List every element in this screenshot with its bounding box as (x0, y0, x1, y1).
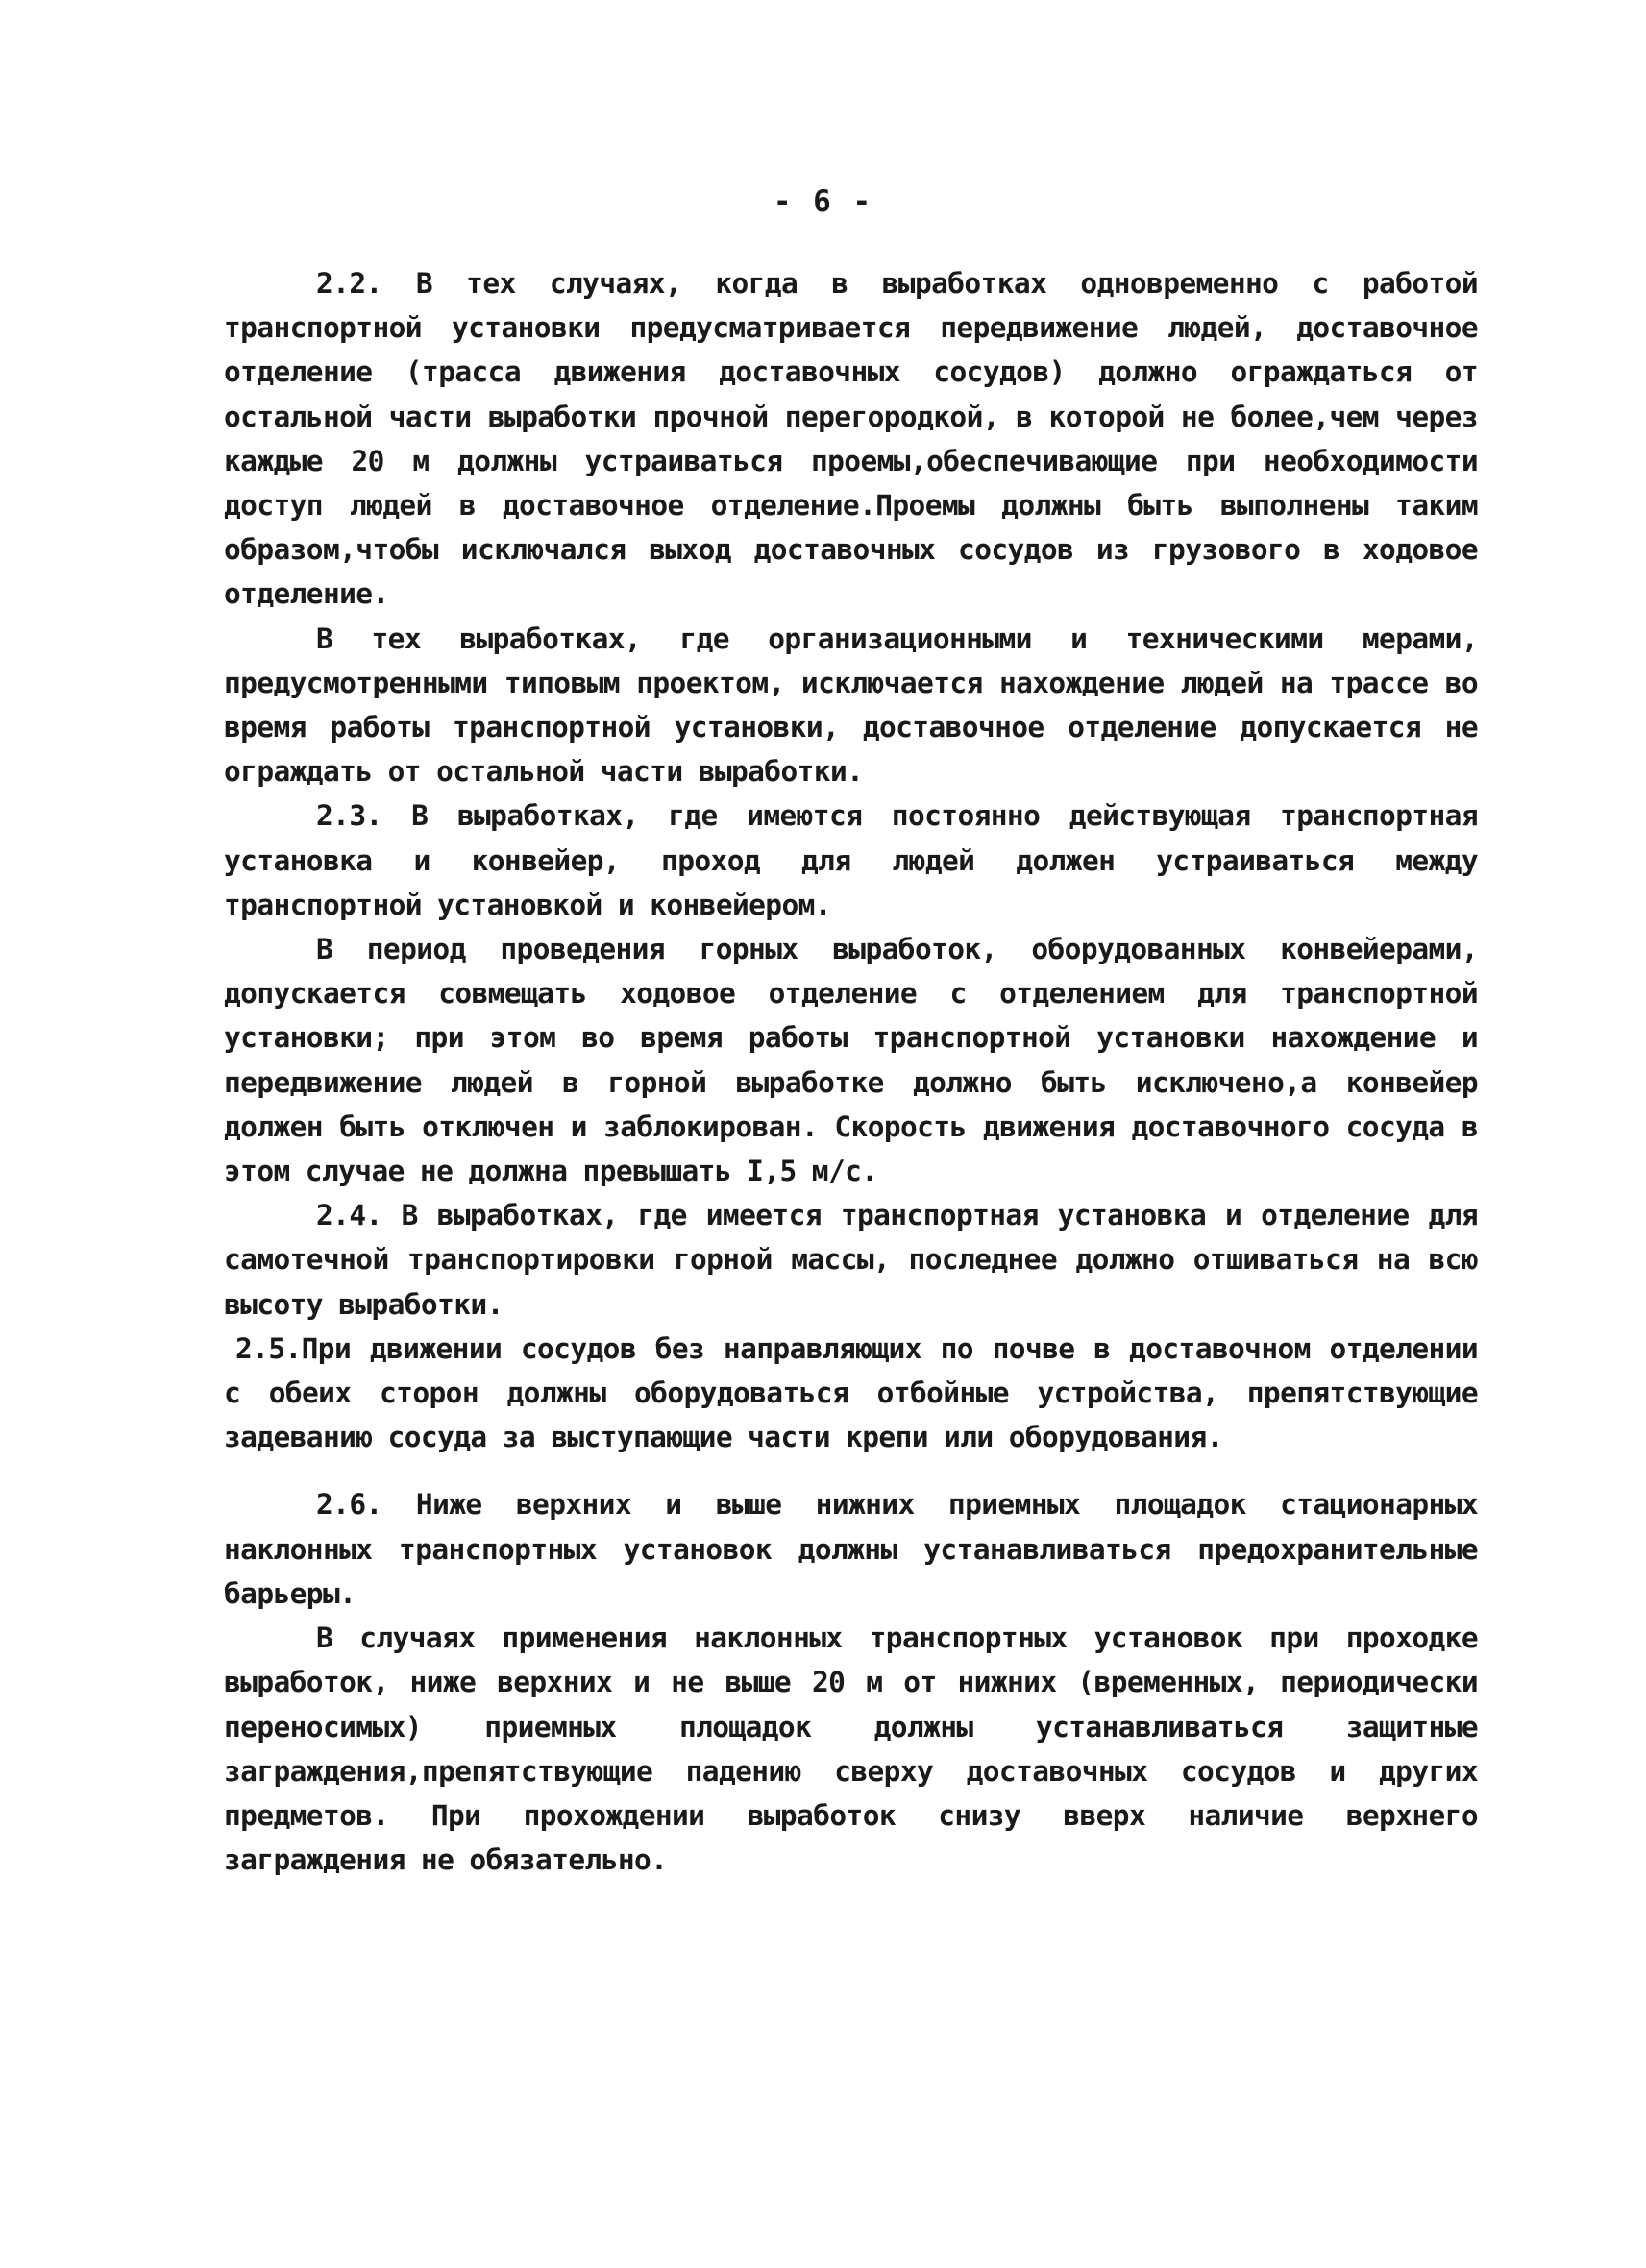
paragraph-2-5: 2.5.При движении сосудов без направляющих по почве в доставочном отделении с обеих сторон должны оборудоваться отбойные устройства, препятствующие задеванию сосуда за выступающие части крепи или оборудования. (224, 1331, 1478, 1454)
paragraph-2-6: 2.6. Ниже верхних и выше нижних приемных площадок стационарных наклонных транспортных установок должны устанавливаться предохранительные барьеры. (224, 1488, 1478, 1610)
paragraph-2-4: 2.4. В выработках, где имеется транспортная установка и отделение для самотечной транспортировки горной массы, последнее должно отшиваться на всю высоту выработки. (224, 1199, 1478, 1321)
page-number: - 6 - (773, 184, 873, 219)
paragraph-2-2: 2.2. В тех случаях, когда в выработках одновременно с работой транспортной установки предусматривается передвижение людей, доставочное отделение (трасса движения доставочных сосудов) должно ограждаться от остальной части выработки прочной перегородкой, в которой не более,чем через каждые 20 м должны устраиваться проемы,обеспечивающие при необходимости доступ людей в доставочное отделение.Проемы должны быть выполнены таким образом,чтобы исключался выход доставочных сосудов из грузового в ходовое отделение. (224, 267, 1478, 611)
paragraph-2-6-continued: В случаях применения наклонных транспортных установок при проходке выработок, ниже верхних и не выше 20 м от нижних (временных, периодически переносимых) приемных площадок должны устанавливаться защитные заграждения,препятствующие падению сверху доставочных сосудов и других предметов. При прохождении выработок снизу вверх наличие верхнего заграждения не обязательно. (224, 1622, 1478, 1877)
document-body (224, 261, 1478, 1882)
paragraph-2-3-continued: В период проведения горных выработок, оборудованных конвейерами, допускается совмещать ходовое отделение с отделением для транспортной установки; при этом во время работы транспортной установки нахождение и передвижение людей в горной выработке должно быть исключено,а конвейер должен быть отключен и заблокирован. Скорость движения доставочного сосуда в этом случае не должна превышать I,5 м/с. (224, 933, 1478, 1188)
paragraph-2-3: 2.3. В выработках, где имеются постоянно действующая транспортная установка и конвейер, проход для людей должен устраиваться между транспортной установкой и конвейером. (224, 799, 1478, 921)
paragraph-2-2-continued: В тех выработках, где организационными и техническими мерами, предусмотренными типовым проектом, исключается нахождение людей на трассе во время работы транспортной установки, доставочное отделение допускается не ограждать от остальной части выработки. (224, 622, 1478, 789)
